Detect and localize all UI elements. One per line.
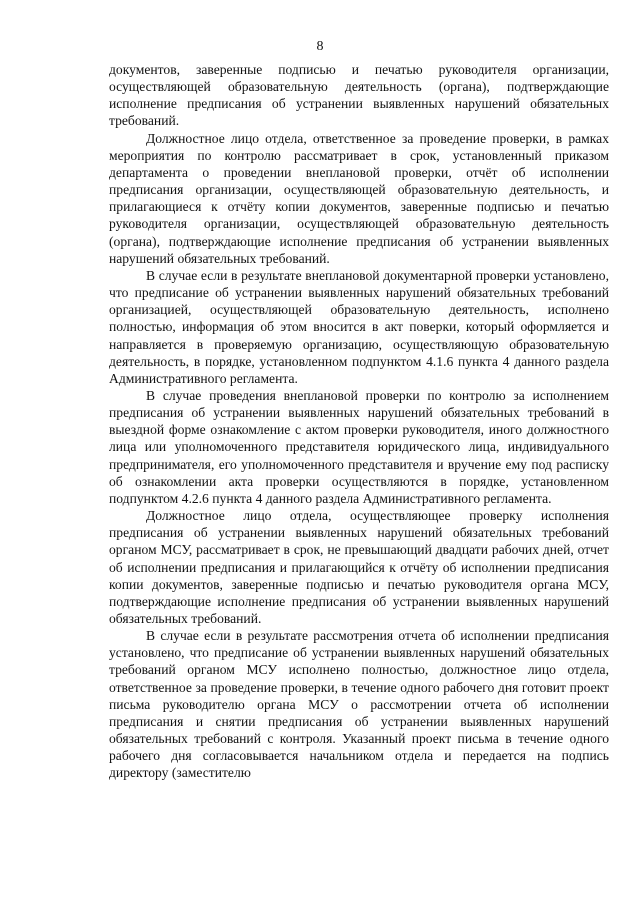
paragraph-msu-review: Должностное лицо отдела, осуществляющее проверку исполнения предписания об устранении выявленных нарушений обязательных требований органом МСУ, рассматривает в срок, не превышающий двадцати рабочих дней, отчет об исполнении предписания и прилагающийся к отчёту об исполнении предписания копии документов, заверенные подписью и печатью руководителя органа МСУ, подтверждающие исполнение предписания об устранении выявленных нарушений обязательных требований.: [109, 508, 609, 626]
paragraph-msu-fulfilled: В случае если в результате рассмотрения отчета об исполнении предписания установлено, что предписание об устранении выявленных нарушений обязательных требований органом МСУ исполнено полностью, должностное лицо отдела, ответственное за проведение проверки, в течение одного рабочего дня готовит проект письма руководителю органа МСУ о рассмотрении отчета об исполнении предписания и снятии предписания об устранении выявленных нарушений обязательных требований с контроля. Указанный проект письма в течение одного рабочего дня согласовывается начальником отдела и передается на подпись директору (заместителю: [109, 628, 609, 781]
paragraph-review-report: Должностное лицо отдела, ответственное за проведение проверки, в рамках мероприятия по контролю рассматривает в срок, установленный приказом департамента о проведении внеплановой проверки, отчёт об исполнении предписания организации, осуществляющей образовательную деятельность, и прилагающиеся к отчёту копии документов, заверенные подписью и печатью руководителя организации, осуществляющей образовательную деятельность (органа), подтверждающие исполнение предписания об устранении выявленных нарушений обязательных требований.: [109, 130, 609, 266]
paragraph-onsite-check: В случае проведения внеплановой проверки по контролю за исполнением предписания об устранении выявленных нарушений обязательных требований в выездной форме ознакомление с актом проверки руководителя, иного должностного лица или уполномоченного представителя юридического лица, индивидуального предпринимателя, его уполномоченного представителя и вручение ему под расписку об ознакомлении акта проверки осуществляются в порядке, установленном подпунктом 4.2.6 пункта 4 данного раздела Административного регламента.: [109, 387, 609, 506]
paragraph-continuation: документов, заверенные подписью и печатью руководителя организации, осуществляющей образовательную деятельность (органа), подтверждающие исполнение предписания об устранении выявленных нарушений обязательных требований.: [109, 62, 609, 129]
document-body: [109, 61, 609, 782]
paragraph-documentary-check: В случае если в результате внеплановой документарной проверки установлено, что предписание об устранении выявленных нарушений обязательных требований организацией, осуществляющей образовательную деятельность, исполнено полностью, информация об этом вносится в акт поверки, который оформляется и направляется в проверяемую организацию, осуществляющую образовательную деятельность, в порядке, установленном подпунктом 4.1.6 пункта 4 данного раздела Административного регламента.: [109, 267, 609, 386]
page-number: 8: [316, 39, 324, 54]
